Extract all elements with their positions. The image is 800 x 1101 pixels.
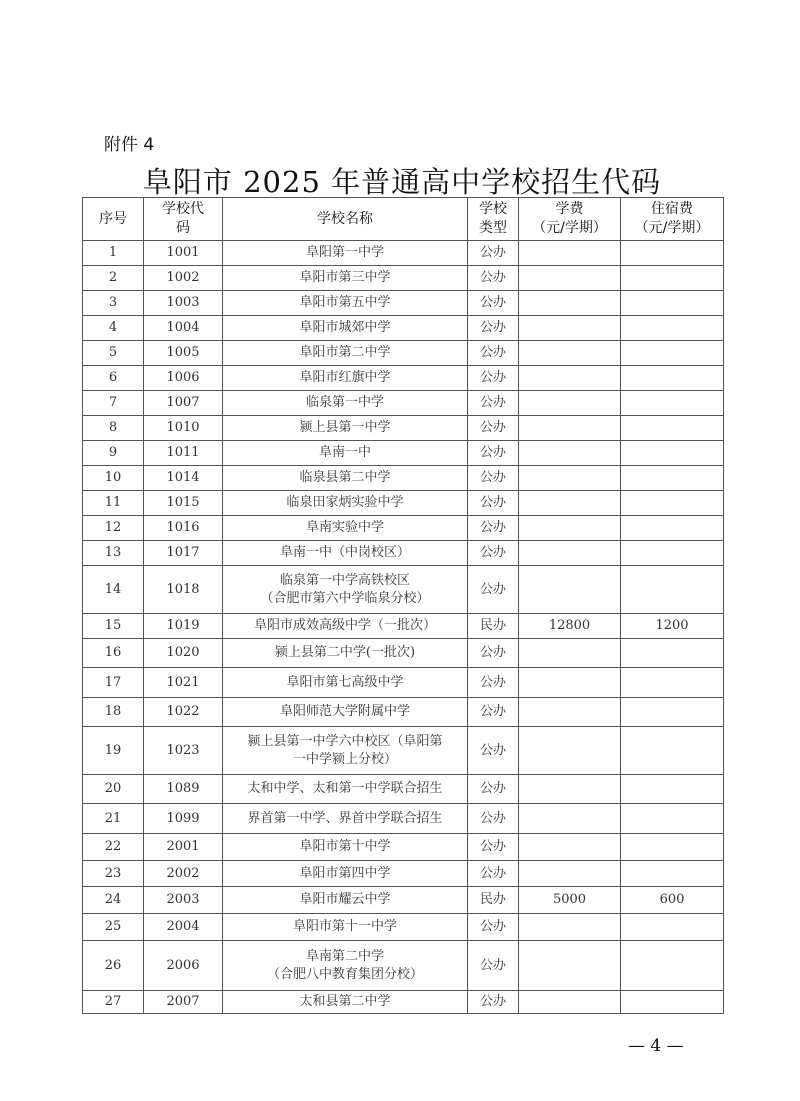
boarding-fee: [621, 804, 724, 834]
boarding-fee: [621, 834, 724, 861]
school-type: 公办: [468, 466, 519, 491]
school-code: 2007: [144, 991, 223, 1014]
school-code: 1020: [144, 639, 223, 668]
school-type: 公办: [468, 639, 519, 668]
tuition: [519, 914, 621, 941]
school-name: 阜阳师范大学附属中学: [223, 698, 468, 727]
tuition: [519, 266, 621, 291]
school-code: 1089: [144, 775, 223, 804]
table-row: [83, 941, 724, 991]
school-name: 阜南一中: [223, 441, 468, 466]
school-code: 1014: [144, 466, 223, 491]
school-type: 公办: [468, 366, 519, 391]
tuition: [519, 775, 621, 804]
school-name: 阜阳市城郊中学: [223, 316, 468, 341]
boarding-fee: [621, 491, 724, 516]
row-index: 5: [83, 341, 144, 366]
school-type: 公办: [468, 416, 519, 441]
header-tuition: 学费 （元/学期）: [519, 198, 621, 241]
page-number: — 4 —: [628, 1036, 684, 1056]
table-row: [83, 466, 724, 491]
table-row: [83, 775, 724, 804]
school-name: 阜南第二中学 （合肥八中教育集团分校）: [223, 941, 468, 991]
row-index: 27: [83, 991, 144, 1014]
header-school-code: 学校代 码: [144, 198, 223, 241]
table-row: [83, 291, 724, 316]
school-name: 太和县第二中学: [223, 991, 468, 1014]
school-code: 1005: [144, 341, 223, 366]
school-type: 公办: [468, 316, 519, 341]
school-type: 公办: [468, 441, 519, 466]
boarding-fee: [621, 727, 724, 775]
school-code: 1021: [144, 668, 223, 698]
table-row: [83, 834, 724, 861]
school-code: 1099: [144, 804, 223, 834]
school-code: 1019: [144, 614, 223, 639]
row-index: 7: [83, 391, 144, 416]
row-index: 12: [83, 516, 144, 541]
school-type: 公办: [468, 241, 519, 266]
boarding-fee: [621, 566, 724, 614]
school-type: 公办: [468, 566, 519, 614]
school-type: 公办: [468, 341, 519, 366]
table-row: [83, 991, 724, 1014]
school-code: 1016: [144, 516, 223, 541]
boarding-fee: [621, 668, 724, 698]
header-school-type: 学校 类型: [468, 198, 519, 241]
school-type: 公办: [468, 491, 519, 516]
table-header-row: [83, 198, 724, 241]
school-name: 阜阳市成效高级中学（一批次）: [223, 614, 468, 639]
school-name: 太和中学、太和第一中学联合招生: [223, 775, 468, 804]
row-index: 24: [83, 887, 144, 914]
school-name: 阜阳市第十中学: [223, 834, 468, 861]
tuition: [519, 316, 621, 341]
table-row: [83, 241, 724, 266]
boarding-fee: [621, 861, 724, 887]
boarding-fee: [621, 466, 724, 491]
school-type: 公办: [468, 698, 519, 727]
table-row: [83, 391, 724, 416]
row-index: 1: [83, 241, 144, 266]
table-row: [83, 914, 724, 941]
tuition: [519, 416, 621, 441]
tuition: [519, 698, 621, 727]
school-type: 公办: [468, 391, 519, 416]
table-row: [83, 541, 724, 566]
school-code: 1015: [144, 491, 223, 516]
tuition: [519, 391, 621, 416]
tuition: [519, 668, 621, 698]
tuition: [519, 804, 621, 834]
school-code: 1004: [144, 316, 223, 341]
school-name: 临泉县第二中学: [223, 466, 468, 491]
boarding-fee: [621, 698, 724, 727]
boarding-fee: [621, 366, 724, 391]
boarding-fee: [621, 416, 724, 441]
tuition: 5000: [519, 887, 621, 914]
row-index: 19: [83, 727, 144, 775]
school-type: 公办: [468, 941, 519, 991]
school-type: 公办: [468, 541, 519, 566]
table-row: [83, 416, 724, 441]
row-index: 6: [83, 366, 144, 391]
table-row: [83, 516, 724, 541]
row-index: 20: [83, 775, 144, 804]
school-code: 1022: [144, 698, 223, 727]
table-row: [83, 861, 724, 887]
row-index: 11: [83, 491, 144, 516]
school-name: 临泉第一中学高铁校区 （合肥市第六中学临泉分校）: [223, 566, 468, 614]
table-row: [83, 341, 724, 366]
boarding-fee: [621, 516, 724, 541]
school-code: 1002: [144, 266, 223, 291]
tuition: [519, 566, 621, 614]
tuition: [519, 441, 621, 466]
school-code: 1006: [144, 366, 223, 391]
table-row: [83, 887, 724, 914]
school-type: 公办: [468, 668, 519, 698]
table-row: [83, 366, 724, 391]
school-code: 1023: [144, 727, 223, 775]
row-index: 2: [83, 266, 144, 291]
school-type: 民办: [468, 887, 519, 914]
boarding-fee: [621, 241, 724, 266]
boarding-fee: [621, 291, 724, 316]
school-code: 1010: [144, 416, 223, 441]
school-name: 阜阳市第十一中学: [223, 914, 468, 941]
table-row: [83, 441, 724, 466]
school-name: 阜阳市红旗中学: [223, 366, 468, 391]
school-type: 公办: [468, 804, 519, 834]
table-row: [83, 727, 724, 775]
school-type: 公办: [468, 834, 519, 861]
row-index: 4: [83, 316, 144, 341]
header-boarding-fee: 住宿费 （元/学期）: [621, 198, 724, 241]
table-row: [83, 698, 724, 727]
row-index: 8: [83, 416, 144, 441]
school-code: 2003: [144, 887, 223, 914]
school-code: 2002: [144, 861, 223, 887]
school-name: 颍上县第一中学: [223, 416, 468, 441]
school-type: 公办: [468, 291, 519, 316]
school-name: 临泉第一中学: [223, 391, 468, 416]
tuition: [519, 491, 621, 516]
row-index: 26: [83, 941, 144, 991]
document-title: 阜阳市 2025 年普通高中学校招生代码: [142, 165, 662, 199]
school-name: 阜南一中（中岗校区）: [223, 541, 468, 566]
row-index: 21: [83, 804, 144, 834]
school-code: 1017: [144, 541, 223, 566]
school-code: 2001: [144, 834, 223, 861]
row-index: 10: [83, 466, 144, 491]
school-type: 公办: [468, 914, 519, 941]
school-type: 公办: [468, 727, 519, 775]
school-type: 公办: [468, 991, 519, 1014]
table-row: [83, 566, 724, 614]
school-code: 1018: [144, 566, 223, 614]
boarding-fee: 600: [621, 887, 724, 914]
boarding-fee: [621, 441, 724, 466]
boarding-fee: [621, 775, 724, 804]
school-name: 阜阳市第四中学: [223, 861, 468, 887]
school-code: 1001: [144, 241, 223, 266]
school-code: 2004: [144, 914, 223, 941]
school-name: 阜阳市第五中学: [223, 291, 468, 316]
header-index: 序号: [83, 198, 144, 241]
tuition: [519, 516, 621, 541]
tuition: [519, 466, 621, 491]
boarding-fee: [621, 941, 724, 991]
school-name: 阜阳市第七高级中学: [223, 668, 468, 698]
school-name: 阜阳市第二中学: [223, 341, 468, 366]
school-type: 公办: [468, 861, 519, 887]
tuition: [519, 639, 621, 668]
boarding-fee: [621, 391, 724, 416]
table-row: [83, 614, 724, 639]
row-index: 3: [83, 291, 144, 316]
school-type: 民办: [468, 614, 519, 639]
tuition: [519, 366, 621, 391]
header-school-name: 学校名称: [223, 198, 468, 241]
boarding-fee: [621, 316, 724, 341]
tuition: [519, 727, 621, 775]
school-name: 界首第一中学、界首中学联合招生: [223, 804, 468, 834]
row-index: 23: [83, 861, 144, 887]
row-index: 15: [83, 614, 144, 639]
table-row: [83, 266, 724, 291]
row-index: 17: [83, 668, 144, 698]
school-name: 临泉田家炳实验中学: [223, 491, 468, 516]
tuition: 12800: [519, 614, 621, 639]
tuition: [519, 941, 621, 991]
school-code: 2006: [144, 941, 223, 991]
boarding-fee: [621, 914, 724, 941]
table-row: [83, 639, 724, 668]
boarding-fee: [621, 639, 724, 668]
table-row: [83, 804, 724, 834]
school-type: 公办: [468, 516, 519, 541]
school-type: 公办: [468, 266, 519, 291]
school-type: 公办: [468, 775, 519, 804]
row-index: 18: [83, 698, 144, 727]
school-name: 颍上县第二中学(一批次): [223, 639, 468, 668]
school-name: 阜南实验中学: [223, 516, 468, 541]
school-code: 1007: [144, 391, 223, 416]
tuition: [519, 991, 621, 1014]
school-code-table: [82, 197, 724, 1014]
row-index: 25: [83, 914, 144, 941]
table-row: [83, 491, 724, 516]
tuition: [519, 341, 621, 366]
row-index: 9: [83, 441, 144, 466]
tuition: [519, 834, 621, 861]
tuition: [519, 241, 621, 266]
row-index: 13: [83, 541, 144, 566]
tuition: [519, 291, 621, 316]
boarding-fee: [621, 991, 724, 1014]
table-row: [83, 668, 724, 698]
school-name: 阜阳市第三中学: [223, 266, 468, 291]
tuition: [519, 861, 621, 887]
table-row: [83, 316, 724, 341]
boarding-fee: [621, 541, 724, 566]
school-code: 1011: [144, 441, 223, 466]
row-index: 14: [83, 566, 144, 614]
boarding-fee: [621, 266, 724, 291]
attachment-label: 附件 4: [104, 135, 155, 155]
row-index: 16: [83, 639, 144, 668]
tuition: [519, 541, 621, 566]
boarding-fee: 1200: [621, 614, 724, 639]
school-code: 1003: [144, 291, 223, 316]
boarding-fee: [621, 341, 724, 366]
row-index: 22: [83, 834, 144, 861]
school-name: 阜阳第一中学: [223, 241, 468, 266]
school-name: 阜阳市耀云中学: [223, 887, 468, 914]
school-name: 颍上县第一中学六中校区（阜阳第 一中学颍上分校）: [223, 727, 468, 775]
